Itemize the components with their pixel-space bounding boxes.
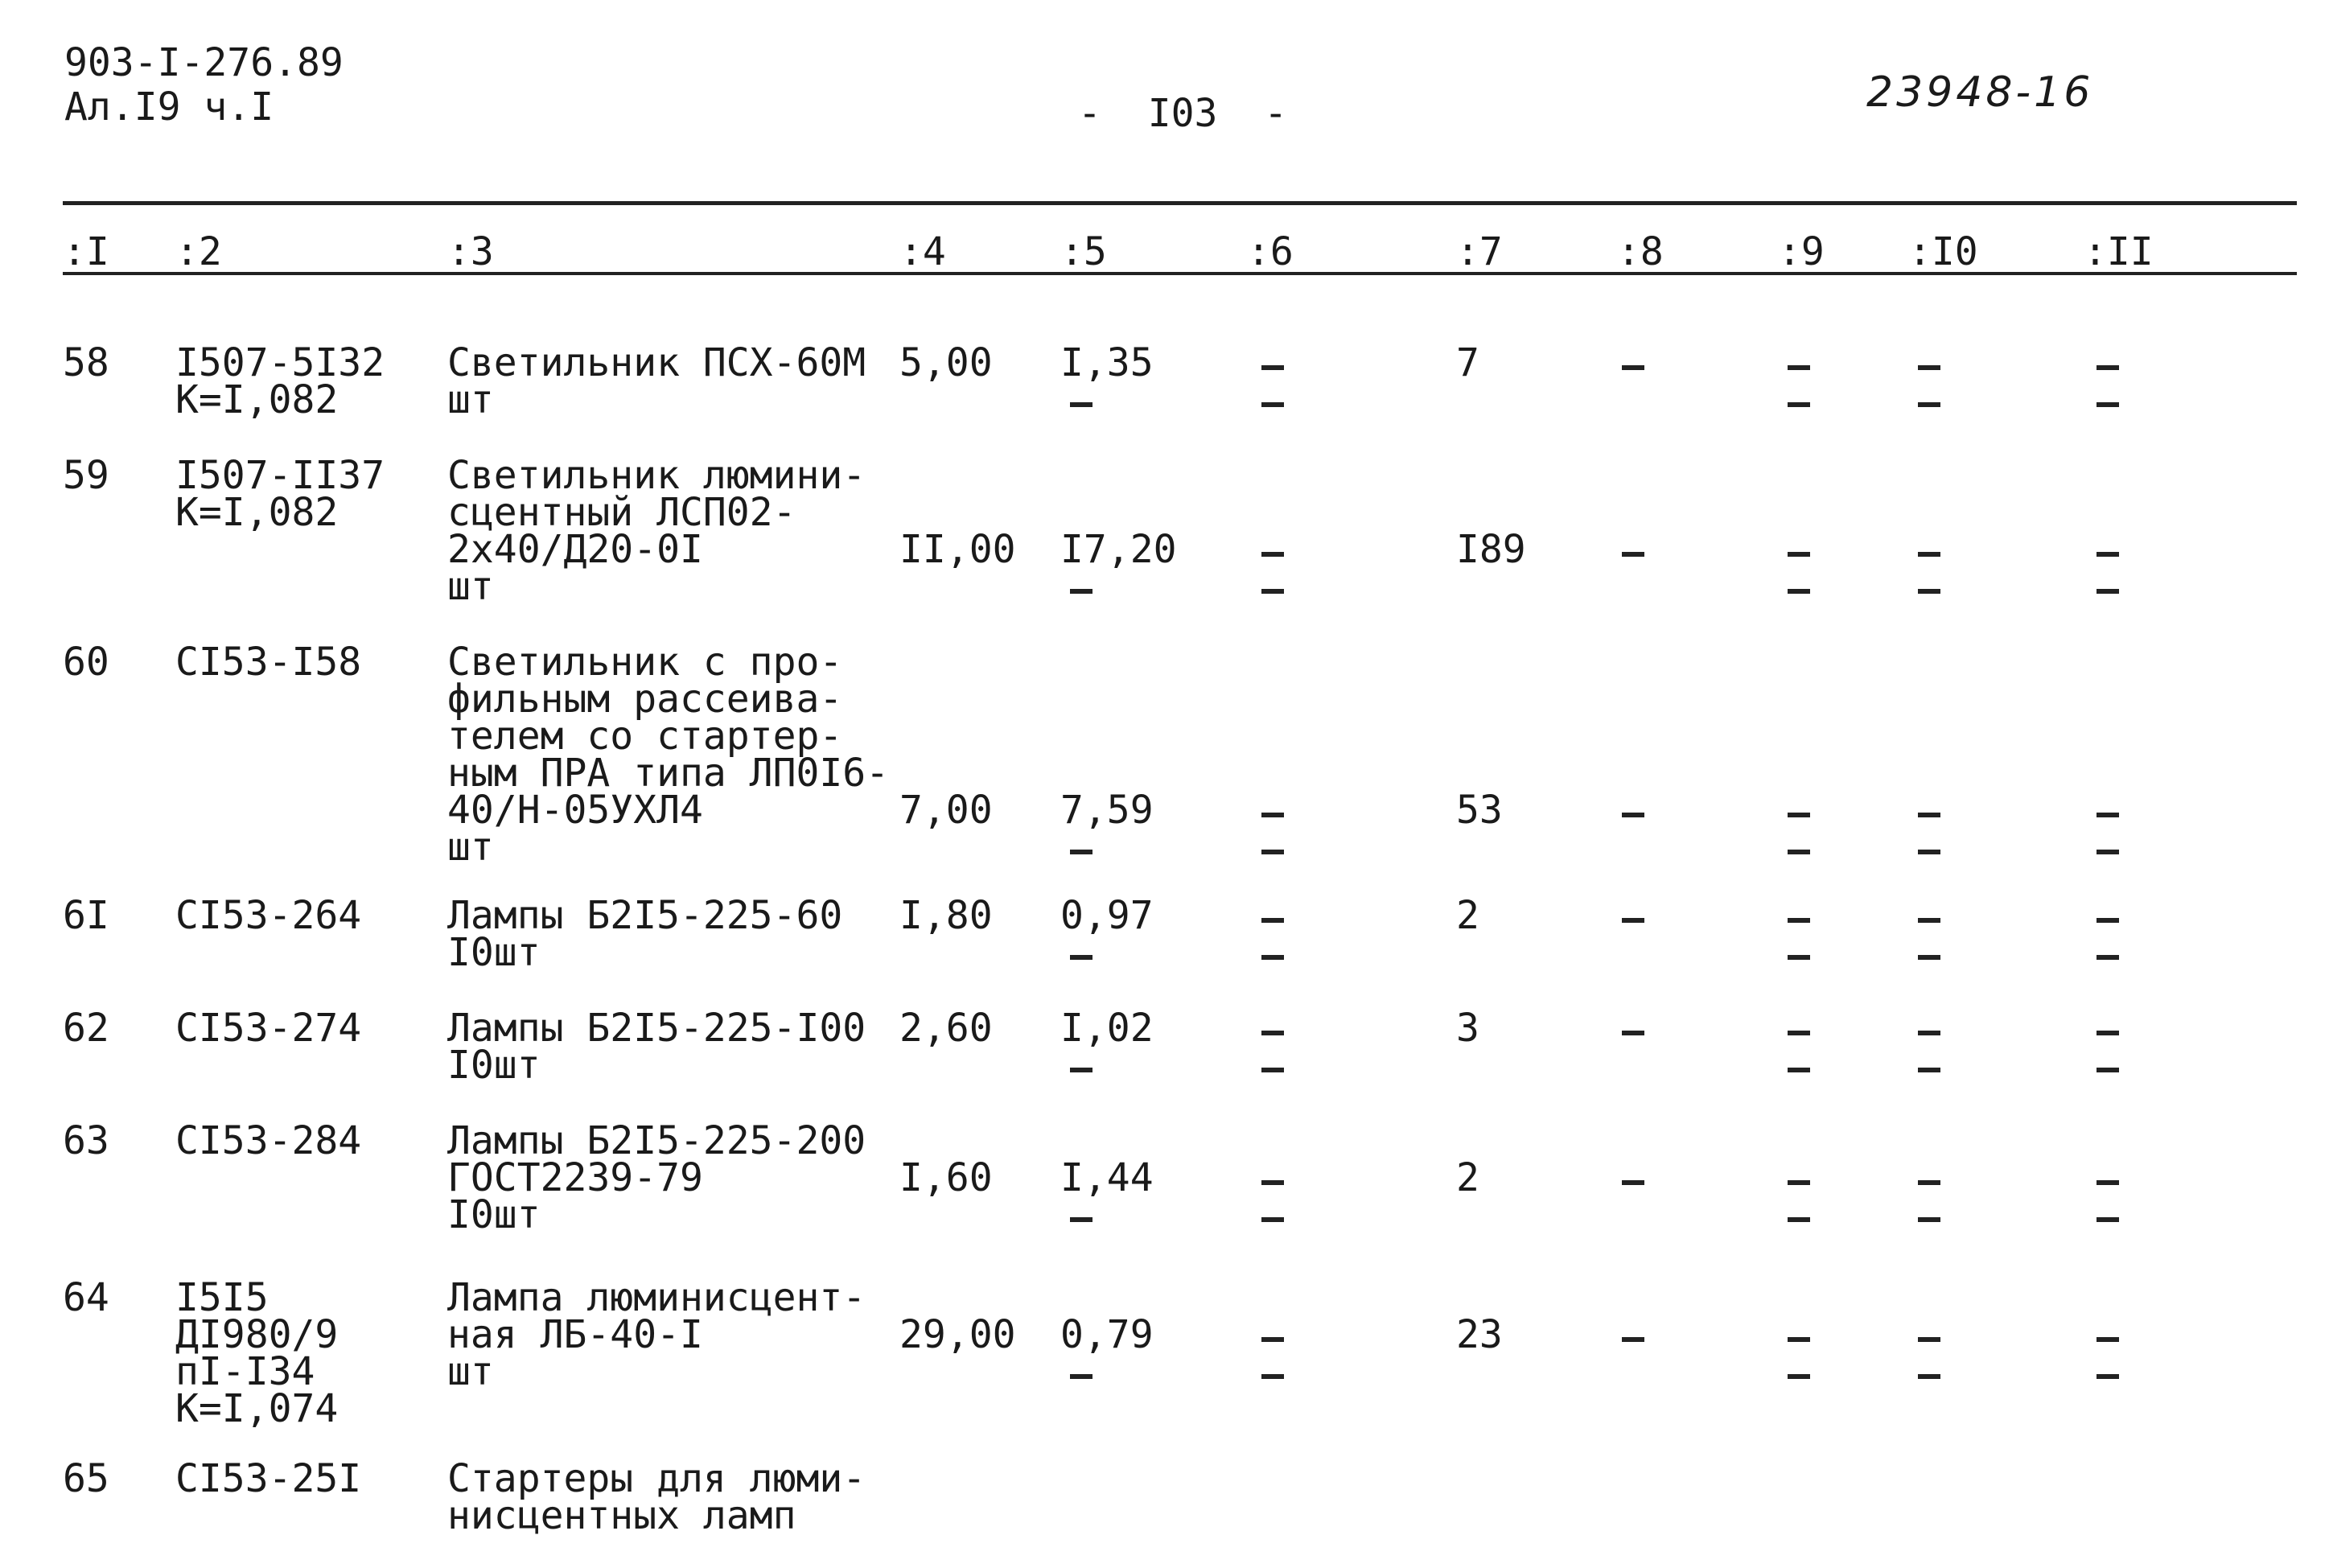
dash-mark-col11 xyxy=(2097,1180,2119,1185)
row-number: 60 xyxy=(63,640,109,685)
row-number: 65 xyxy=(63,1456,109,1501)
dash-mark-col11 xyxy=(2097,552,2119,557)
dash-mark-col9 xyxy=(1788,850,1810,854)
row-number: 58 xyxy=(63,340,109,385)
norm-code: пI-I34 xyxy=(175,1349,315,1394)
sheet-reference: Ал.I9 ч.I xyxy=(64,84,274,130)
row-number: 6I xyxy=(63,893,109,938)
row-number: 62 xyxy=(63,1006,109,1051)
dash-mark-col6 xyxy=(1261,955,1284,960)
dash-mark-col11 xyxy=(2097,955,2119,960)
dash-mark-col9 xyxy=(1788,365,1810,370)
dash-mark-col10 xyxy=(1918,1337,1940,1342)
row-number: 64 xyxy=(63,1275,109,1320)
dash-mark-col5 xyxy=(1070,1374,1092,1379)
dash-mark-col9 xyxy=(1788,955,1810,960)
item-description: ГОСТ2239-79 xyxy=(447,1155,703,1200)
dash-mark-col10 xyxy=(1918,1031,1940,1035)
dash-mark-col11 xyxy=(2097,365,2119,370)
dash-mark-col11 xyxy=(2097,1374,2119,1379)
unit-cost-value: I,44 xyxy=(1060,1155,1154,1200)
norm-code: CI53-284 xyxy=(175,1118,362,1163)
dash-mark-col6 xyxy=(1261,1374,1284,1379)
column-header-8: :8 xyxy=(1617,229,1664,274)
column-header-6: :6 xyxy=(1247,229,1294,274)
dash-mark-col10 xyxy=(1918,552,1940,557)
item-description: Светильник с про- xyxy=(447,640,843,685)
unit-cost-value: 7,59 xyxy=(1060,788,1154,833)
dash-mark-col10 xyxy=(1918,955,1940,960)
unit-cost-value: I,02 xyxy=(1060,1006,1154,1051)
item-description: сцентный ЛСП02- xyxy=(447,490,796,535)
dash-mark-col11 xyxy=(2097,850,2119,854)
dash-mark-col8 xyxy=(1622,552,1644,557)
dash-mark-col6 xyxy=(1261,850,1284,854)
dash-mark-col5 xyxy=(1070,589,1092,594)
dash-mark-col9 xyxy=(1788,1180,1810,1185)
column-header-row xyxy=(0,229,2329,274)
dash-mark-col8 xyxy=(1622,365,1644,370)
item-description: Светильник ПСХ-60М xyxy=(447,340,866,385)
total-value: 53 xyxy=(1456,788,1503,833)
dash-mark-col11 xyxy=(2097,1031,2119,1035)
dash-mark-col9 xyxy=(1788,402,1810,407)
dash-mark-col6 xyxy=(1261,918,1284,923)
dash-mark-col9 xyxy=(1788,1337,1810,1342)
dash-mark-col9 xyxy=(1788,1374,1810,1379)
dash-mark-col5 xyxy=(1070,955,1092,960)
item-description: шт xyxy=(447,377,494,422)
column-header-5: :5 xyxy=(1060,229,1107,274)
item-description: 2х40/Д20-0I xyxy=(447,527,703,572)
dash-mark-col9 xyxy=(1788,1068,1810,1072)
dash-mark-col5 xyxy=(1070,1068,1092,1072)
item-description: Лампы Б2I5-225-60 xyxy=(447,893,843,938)
dash-mark-col10 xyxy=(1918,850,1940,854)
dash-mark-col11 xyxy=(2097,813,2119,817)
column-header-1: :I xyxy=(63,229,109,274)
quantity-value: 7,00 xyxy=(899,788,993,833)
dash-mark-col5 xyxy=(1070,1217,1092,1222)
dash-mark-col10 xyxy=(1918,1068,1940,1072)
dash-mark-col10 xyxy=(1918,402,1940,407)
page-number: - I03 - xyxy=(1078,91,1288,136)
dash-mark-col10 xyxy=(1918,813,1940,817)
norm-code: I5I5 xyxy=(175,1275,269,1320)
item-description: ным ПРА типа ЛП0I6- xyxy=(447,751,890,796)
dash-mark-col9 xyxy=(1788,918,1810,923)
column-header-4: :4 xyxy=(899,229,946,274)
total-value: 23 xyxy=(1456,1312,1503,1357)
item-description: шт xyxy=(447,1349,494,1394)
norm-code: К=I,082 xyxy=(175,490,339,535)
quantity-value: 29,00 xyxy=(899,1312,1016,1357)
norm-code: CI53-264 xyxy=(175,893,362,938)
dash-mark-col9 xyxy=(1788,1031,1810,1035)
item-description: телем со стартер- xyxy=(447,714,843,759)
column-header-3: :3 xyxy=(447,229,494,274)
dash-mark-col6 xyxy=(1261,552,1284,557)
dash-mark-col6 xyxy=(1261,589,1284,594)
dash-mark-col10 xyxy=(1918,1217,1940,1222)
item-description: I0шт xyxy=(447,1192,541,1237)
norm-code: К=I,074 xyxy=(175,1386,339,1431)
item-description: шт xyxy=(447,564,494,609)
dash-mark-col6 xyxy=(1261,365,1284,370)
quantity-value: 2,60 xyxy=(899,1006,993,1051)
dash-mark-col11 xyxy=(2097,1068,2119,1072)
column-header-11: :II xyxy=(2084,229,2154,274)
dash-mark-col11 xyxy=(2097,1217,2119,1222)
dash-mark-col6 xyxy=(1261,402,1284,407)
dash-mark-col5 xyxy=(1070,850,1092,854)
dash-mark-col9 xyxy=(1788,1217,1810,1222)
dash-mark-col10 xyxy=(1918,365,1940,370)
dash-mark-col11 xyxy=(2097,1337,2119,1342)
dash-mark-col5 xyxy=(1070,402,1092,407)
dash-mark-col8 xyxy=(1622,813,1644,817)
total-value: I89 xyxy=(1456,527,1526,572)
item-description: I0шт xyxy=(447,1043,541,1088)
item-description: Лампы Б2I5-225-200 xyxy=(447,1118,866,1163)
quantity-value: I,80 xyxy=(899,893,993,938)
quantity-value: II,00 xyxy=(899,527,1016,572)
document-code: 903-I-276.89 xyxy=(64,40,344,85)
header-bottom-rule xyxy=(63,272,2297,275)
dash-mark-col11 xyxy=(2097,589,2119,594)
item-description: фильным рассеива- xyxy=(447,677,843,722)
dash-mark-col6 xyxy=(1261,1180,1284,1185)
archive-number: 23948-16 xyxy=(1866,68,2094,117)
dash-mark-col8 xyxy=(1622,1337,1644,1342)
item-description: Лампа люминисцент- xyxy=(447,1275,866,1320)
norm-code: CI53-25I xyxy=(175,1456,362,1501)
norm-code: CI53-I58 xyxy=(175,640,362,685)
dash-mark-col8 xyxy=(1622,1180,1644,1185)
item-description: шт xyxy=(447,825,494,870)
total-value: 2 xyxy=(1456,1155,1479,1200)
item-description: Стартеры для люми- xyxy=(447,1456,866,1501)
dash-mark-col10 xyxy=(1918,918,1940,923)
dash-mark-col10 xyxy=(1918,1374,1940,1379)
total-value: 3 xyxy=(1456,1006,1479,1051)
norm-code: К=I,082 xyxy=(175,377,339,422)
item-description: 40/Н-05УХЛ4 xyxy=(447,788,703,833)
dash-mark-col11 xyxy=(2097,402,2119,407)
dash-mark-col9 xyxy=(1788,589,1810,594)
column-header-2: :2 xyxy=(175,229,222,274)
quantity-value: I,60 xyxy=(899,1155,993,1200)
header-top-rule xyxy=(63,201,2297,205)
dash-mark-col6 xyxy=(1261,813,1284,817)
unit-cost-value: I7,20 xyxy=(1060,527,1177,572)
dash-mark-col10 xyxy=(1918,1180,1940,1185)
item-description: ная ЛБ-40-I xyxy=(447,1312,703,1357)
item-description: I0шт xyxy=(447,930,541,975)
item-description: Светильник люмини- xyxy=(447,453,866,498)
unit-cost-value: 0,79 xyxy=(1060,1312,1154,1357)
dash-mark-col6 xyxy=(1261,1337,1284,1342)
dash-mark-col6 xyxy=(1261,1217,1284,1222)
dash-mark-col10 xyxy=(1918,589,1940,594)
column-header-7: :7 xyxy=(1456,229,1503,274)
dash-mark-col6 xyxy=(1261,1068,1284,1072)
norm-code: I507-5I32 xyxy=(175,340,385,385)
column-header-9: :9 xyxy=(1778,229,1825,274)
item-description: Лампы Б2I5-225-I00 xyxy=(447,1006,866,1051)
quantity-value: 5,00 xyxy=(899,340,993,385)
dash-mark-col6 xyxy=(1261,1031,1284,1035)
dash-mark-col8 xyxy=(1622,1031,1644,1035)
dash-mark-col11 xyxy=(2097,918,2119,923)
norm-code: ДI980/9 xyxy=(175,1312,339,1357)
total-value: 7 xyxy=(1456,340,1479,385)
dash-mark-col8 xyxy=(1622,918,1644,923)
total-value: 2 xyxy=(1456,893,1479,938)
column-header-10: :I0 xyxy=(1908,229,1978,274)
norm-code: I507-II37 xyxy=(175,453,385,498)
dash-mark-col9 xyxy=(1788,552,1810,557)
row-number: 63 xyxy=(63,1118,109,1163)
dash-mark-col9 xyxy=(1788,813,1810,817)
unit-cost-value: 0,97 xyxy=(1060,893,1154,938)
row-number: 59 xyxy=(63,453,109,498)
norm-code: CI53-274 xyxy=(175,1006,362,1051)
item-description: нисцентных ламп xyxy=(447,1493,796,1538)
unit-cost-value: I,35 xyxy=(1060,340,1154,385)
